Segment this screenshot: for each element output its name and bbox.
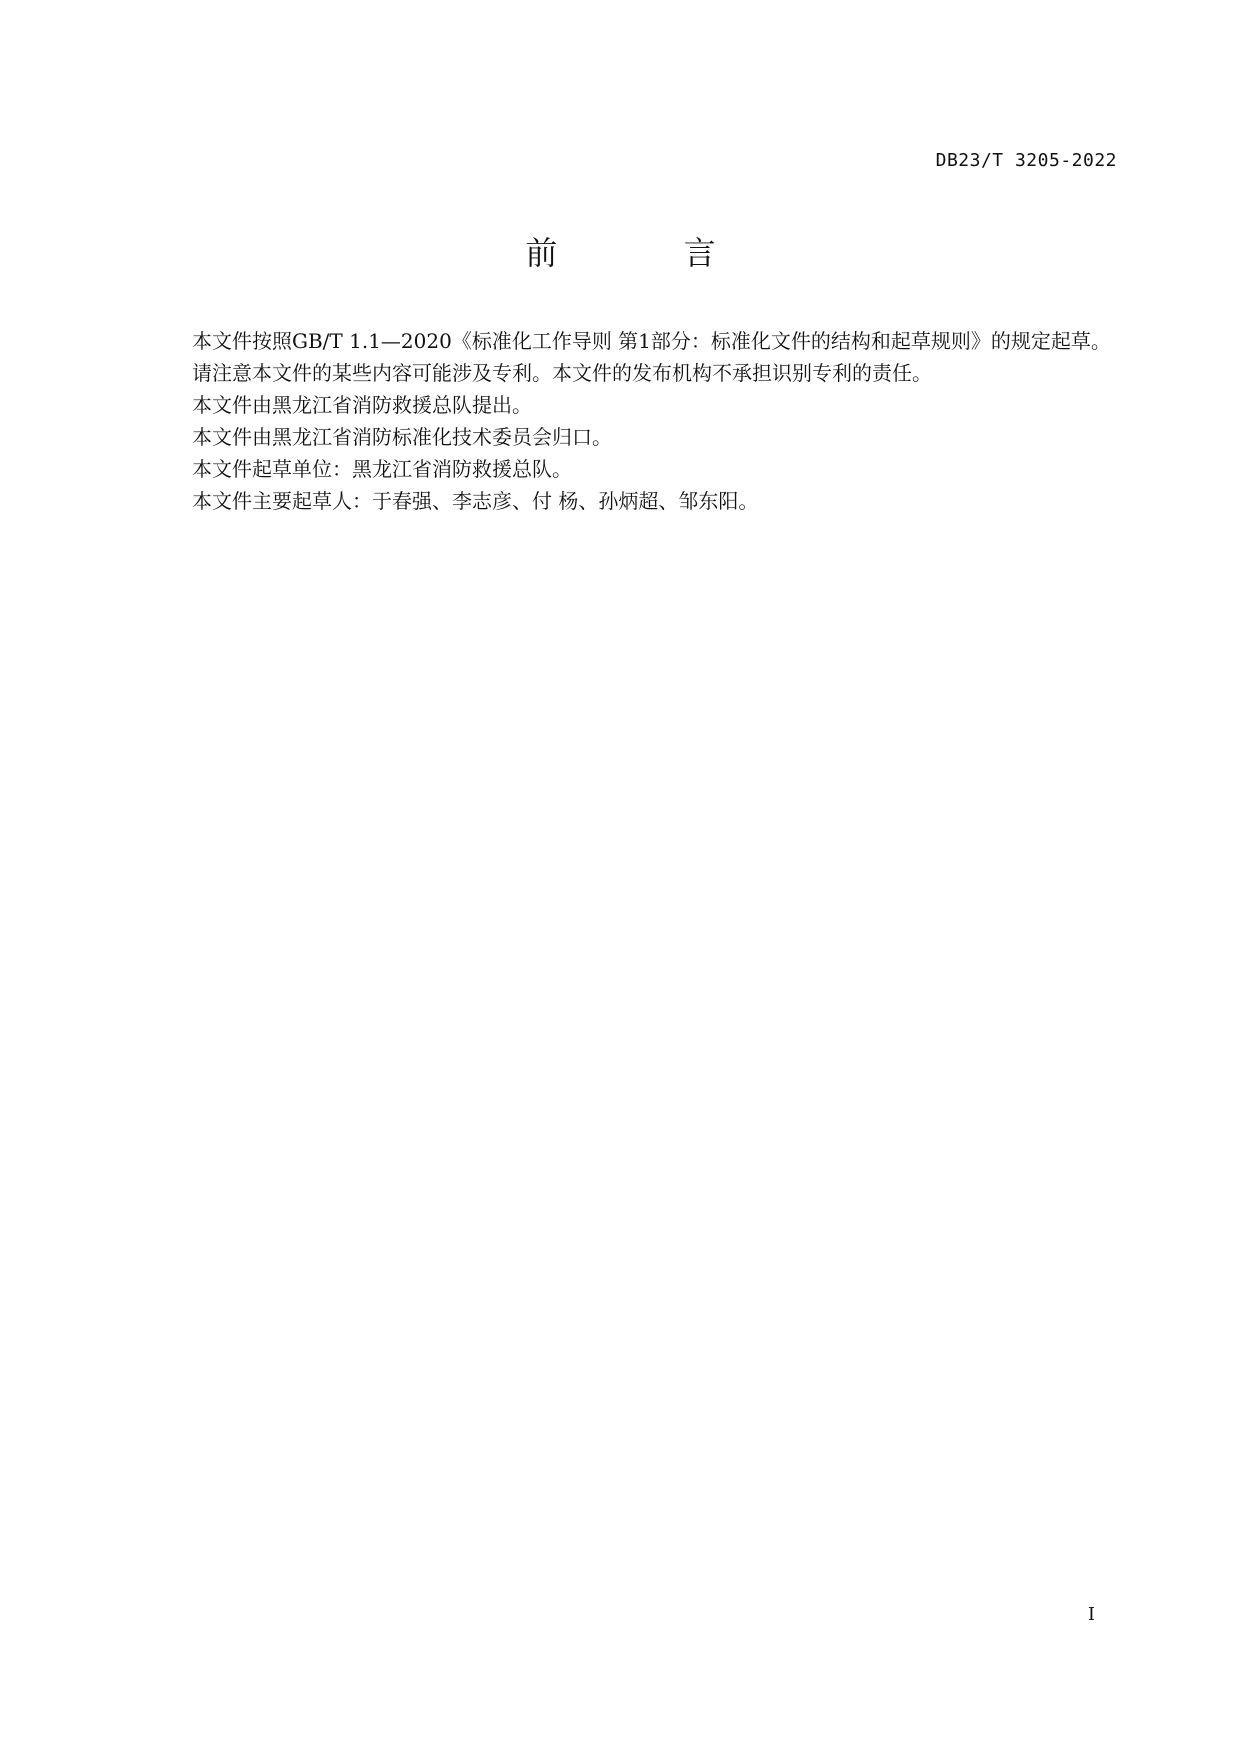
paragraph-drafting-unit: 本文件起草单位：黑龙江省消防救援总队。	[192, 457, 572, 481]
page-number: I	[1087, 1604, 1095, 1625]
paragraph-drafters: 本文件主要起草人：于春强、李志彦、付 杨、孙炳超、邹东阳。	[192, 489, 759, 513]
paragraph-proposer: 本文件由黑龙江省消防救援总队提出。	[192, 393, 532, 417]
paragraph-drafting-basis: 本文件按照GB/T 1.1—2020《标准化工作导则 第1部分：标准化文件的结构和起草规则》的规定起草。	[192, 329, 1111, 353]
page-title: 前 言	[525, 234, 774, 272]
document-number: DB23/T 3205-2022	[935, 150, 1117, 171]
paragraph-patent-notice: 请注意本文件的某些内容可能涉及专利。本文件的发布机构不承担识别专利的责任。	[192, 361, 932, 385]
paragraph-centralized-unit: 本文件由黑龙江省消防标准化技术委员会归口。	[192, 425, 612, 449]
preface-body	[148, 325, 1118, 517]
